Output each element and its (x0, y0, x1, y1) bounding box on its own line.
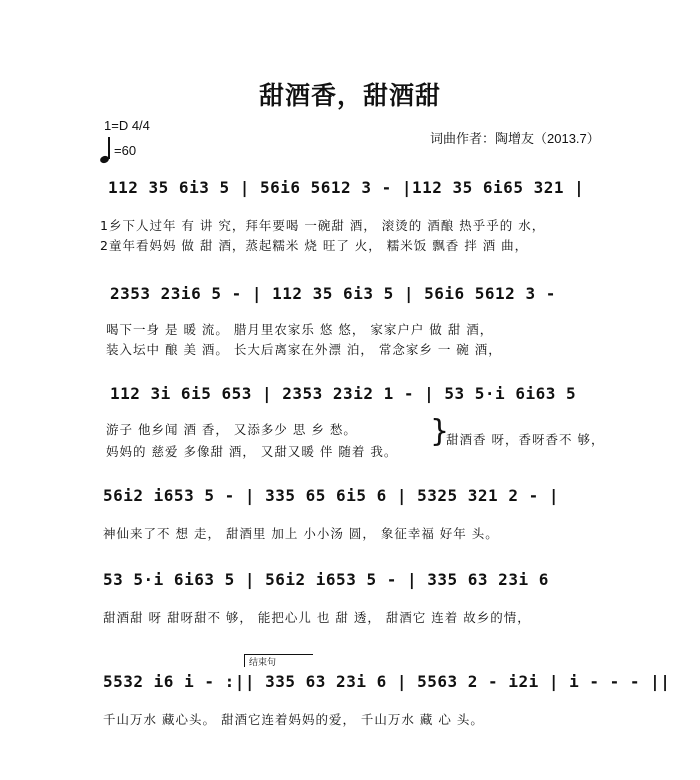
score-line-1: 112 35 6i3 5 | 56i6 5612 3 - |112 35 6i65 321 | (108, 178, 585, 197)
key-signature: 1=D 4/4 (104, 118, 150, 133)
page-title: 甜酒香，甜酒甜 (258, 81, 441, 110)
score-line-4: 56i2 i653 5 - | 335 65 6i5 6 | 5325 321 2 - | (103, 486, 559, 505)
tempo-marking: =60 (114, 143, 137, 158)
ending-label: 结束句 (249, 658, 277, 668)
score-line-2: 2353 23i6 5 - | 112 35 6i3 5 | 56i6 5612 3 - (110, 284, 556, 303)
refrain-lyric: 甜酒香 呀，香呀香不 够， (446, 432, 605, 447)
lyric-line-2-verse-1: 喝下一身 是 暖 流。 腊月里农家乐 悠 悠， 家家户户 做 甜 酒， (106, 322, 494, 337)
lyric-line-6: 千山万水 藏心头。 甜酒它连着妈妈的爱， 千山万水 藏 心 头。 (103, 712, 484, 727)
lyric-line-3-verse-2: 妈妈的 慈爱 多像甜 酒， 又甜又暖 伴 随着 我。 (106, 444, 398, 459)
lyric-line-1-verse-2: 2童年看妈妈 做 甜 酒，蒸起糯米 烧 旺了 火， 糯米饭 飘香 拌 酒 曲， (100, 238, 529, 253)
quarter-note-icon (100, 137, 110, 163)
verse-brace: } (430, 414, 450, 449)
ending-bracket (244, 654, 313, 667)
lyric-line-3-verse-1: 游子 他乡闻 酒 香， 又添多少 思 乡 愁。 (106, 422, 357, 437)
score-line-3: 112 3i 6i5 653 | 2353 23i2 1 - | 53 5·i 6i63 5 (110, 384, 577, 403)
credits: 词曲作者：陶增友（2013.7） (430, 131, 600, 146)
score-line-5: 53 5·i 6i63 5 | 56i2 i653 5 - | 335 63 23i 6 (103, 570, 549, 589)
lyric-line-1-verse-1: 1乡下人过年 有 讲 究，拜年要喝 一碗甜 酒， 滚烫的 酒酿 热乎乎的 水， (100, 218, 546, 233)
lyric-line-4: 神仙来了不 想 走， 甜酒里 加上 小小汤 圆， 象征幸福 好年 头。 (103, 526, 499, 541)
lyric-line-2-verse-2: 装入坛中 酿 美 酒。 长大后离家在外漂 泊， 常念家乡 一 碗 酒， (106, 342, 502, 357)
score-line-6: 5532 i6 i - :|| 335 63 23i 6 | 5563 2 - i2i | i - - - || (103, 672, 671, 691)
lyric-line-5: 甜酒甜 呀 甜呀甜不 够， 能把心儿 也 甜 透， 甜酒它 连着 故乡的情， (103, 610, 531, 625)
